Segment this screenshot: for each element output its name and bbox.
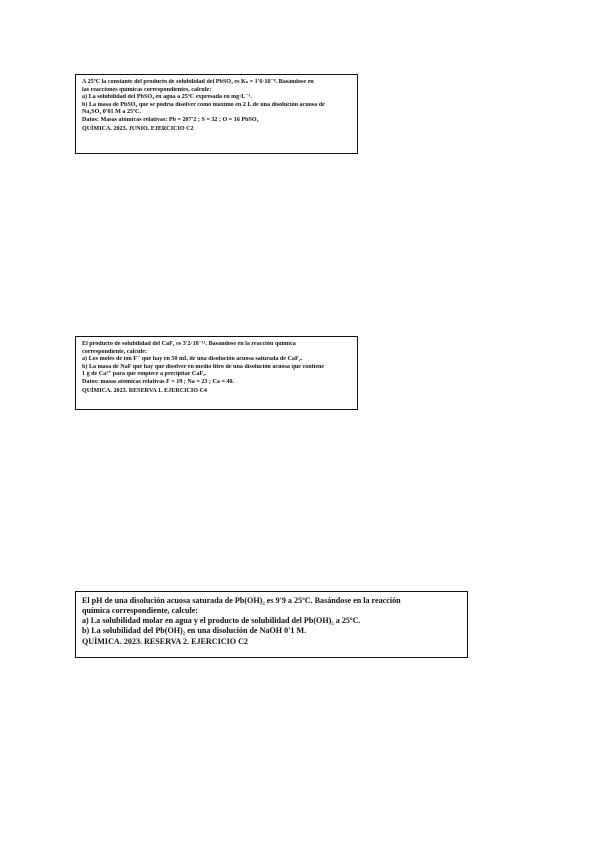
problem-line: A 25ºC la constante del producto de solubilidad del PbSO₄ es Kₛ = 1'6·10⁻⁸. Basándose en [82, 79, 314, 85]
problem-source: QUÍMICA. 2023. RESERVA 2. EJERCICIO C2 [82, 637, 248, 647]
problem-line: correspondiente, calcule: [82, 348, 147, 355]
problem-line: b) La masa de NaF que hay que disolver en medio litro de una disolución acuosa que contiene [82, 363, 325, 370]
problem-line: química correspondiente, calcule: [82, 606, 199, 616]
problem-box-1 [75, 74, 358, 154]
problem-box-3 [75, 591, 468, 658]
problem-line: Datos: masas atómicas relativas F = 19 ; Na = 23 ; Ca = 40. [82, 379, 235, 386]
problem-line: Datos: Masas atómicas relativas: Pb = 207'2 ; S = 32 ; O = 16 PbSO₄ [82, 117, 259, 124]
problem-line: b) La masa de PbSO₄ que se podría disolver como máximo en 2 L de una disolución acuosa de [82, 101, 325, 108]
problem-source: QUÍMICA. 2023. JUNIO. EJERCICIO C2 [82, 125, 194, 132]
problem-line: a) La solubilidad del PbSO₄ en agua a 25ºC expresada en mg·L⁻¹. [82, 94, 252, 101]
problem-line: las reacciones químicas correspondientes, calcule: [82, 86, 212, 93]
problem-line: b) La solubilidad del Pb(OH)₂ en una disolución de NaOH 0'1 M. [82, 626, 307, 636]
problem-source: QUÍMICA. 2023. RESERVA 1. EJERCICIO C4 [82, 387, 207, 394]
problem-line: El pH de una disolución acuosa saturada de Pb(OH)₂ es 9'9 a 25ºC. Basándose en la reacción [82, 596, 401, 605]
problem-line: 1 g de Ca²⁺ para que empiece a precipitar CaF₂. [82, 371, 207, 378]
problem-line: Na₂SO₄ 0'01 M a 25ºC. [82, 109, 141, 116]
problem-line: a) Los moles de ion F⁻ que hay en 50 mL de una disolución acuosa saturada de CaF₂. [82, 356, 303, 363]
problem-line: El producto de solubilidad del CaF₂ es 3'2·10⁻¹¹. Basándose en la reacción química [82, 341, 296, 347]
problem-box-2 [75, 336, 358, 410]
problem-line: a) La solubilidad molar en agua y el producto de solubilidad del Pb(OH)₂ a 25ºC. [82, 616, 361, 626]
